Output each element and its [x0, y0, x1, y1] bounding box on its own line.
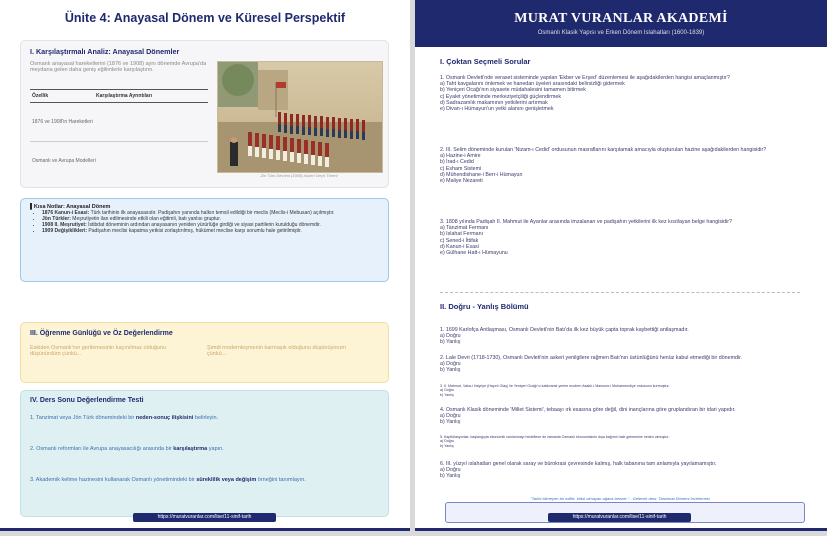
page-bottom-bar — [415, 528, 827, 531]
answer-option[interactable]: b) Yanlış — [440, 419, 461, 426]
answer-option[interactable]: e) Gülhane Hatt-ı Hümayunu — [440, 250, 508, 257]
image-caption: Zin Türk Devrimi (1908) Askeri Geçit Töreni — [260, 173, 338, 178]
test-question: 2. Osmanlı reformları ile Avrupa anayasacılığı arasında bir karşılaştırma yapın. — [30, 446, 224, 452]
answer-option[interactable]: a) Hazine-i Amire — [440, 153, 481, 160]
academy-subtitle: Osmanlı Klasik Yapısı ve Erken Dönem Islahatları (1600-1839) — [537, 30, 705, 36]
section-heading: IV. Ders Sonu Değerlendirme Testi — [30, 397, 144, 404]
section-heading: III. Öğrenme Günlüğü ve Öz Değerlendirme — [30, 330, 173, 337]
tf-question — [440, 327, 810, 346]
footer-url-link[interactable]: https://muratvuranlar.com/lise/11-sinif-tarih — [133, 513, 276, 522]
section-heading: I. Karşılaştırmalı Analiz: Anayasal Dönemler — [30, 47, 180, 56]
test-question: 1. Tanzimat veya Jön Türk dönemindeki bir neden-sonuç ilişkisini belirleyin. — [30, 415, 219, 421]
question-text: 1. Osmanlı Devleti'nde veraset sisteminde yapılan 'Ekber ve Erşed' düzenlemesi ile aşağıdakilerden hangisi amaçlanmıştır? — [440, 75, 730, 81]
question-text: 3. 1808 yılında Padişah II. Mahmut ile Ayanlar arasında imzalanan ve padişahın yetkilerini ilk kez kısıtlayan belge hangisidir? — [440, 219, 732, 225]
end-of-lesson-test-section — [20, 390, 389, 517]
answer-option[interactable]: b) Yanlış — [440, 473, 461, 480]
worksheet-page-left — [0, 0, 410, 531]
mcq-question — [440, 219, 800, 256]
notes-heading: ▌Kısa Notlar: Anayasal Dönem — [30, 204, 111, 210]
table-row — [30, 103, 208, 142]
question-text: 2. Lale Devri (1718-1730), Osmanlı Devleti'nin askeri yenilgilere rağmen Batı'nın üstünlüğünü henüz kabul etmediği bir dönemdir. — [440, 355, 743, 361]
answer-option[interactable]: b) Yanlış — [440, 392, 454, 397]
answer-option[interactable]: a) Tanzimat Fermanı — [440, 225, 489, 232]
table-header — [30, 89, 208, 103]
table-row — [30, 142, 208, 180]
list-item: • 1908 II. Meşrutiyet: İstibdat döneminin ardından anayasanın yeniden yürürlüğe girdiği ve siyasi partilerin kurulduğu dönemdir. — [42, 222, 387, 228]
answer-option[interactable]: a) Doğru — [440, 361, 461, 368]
true-false-heading: II. Doğru - Yanlış Bölümü — [440, 302, 529, 311]
answer-option[interactable]: b) Yanlış — [440, 367, 461, 374]
answer-option[interactable]: a) Doğru — [440, 413, 461, 420]
tf-question — [440, 407, 810, 426]
answer-option[interactable]: d) Kanun-i Esasi — [440, 243, 479, 250]
answer-option[interactable]: c) Eyalet yönetiminde merkeziyetçiliği güçlendirmek — [440, 93, 561, 100]
question-text: 5. Kapitülasyonlar, başlangıçta ekonomik canlanmayı hedeflese de zamanla Osmanlı ekonomisinin dışa bağımlı hale gelmesine neden olmuştur. — [440, 435, 670, 439]
footer-url-link[interactable]: https://muratvuranlar.com/lise/11-sinif-tarih — [548, 513, 691, 522]
parade-painting-image — [217, 61, 383, 173]
multiple-choice-heading: I. Çoktan Seçmeli Sorular — [440, 57, 531, 66]
tf-question — [440, 435, 810, 448]
answer-option[interactable]: d) Sadrazamlık makamının yetkilerini artırmak — [440, 99, 548, 106]
tf-question — [440, 384, 810, 397]
answer-option[interactable]: a) Doğru — [440, 467, 461, 474]
answer-option[interactable]: c) Esham Sistemi — [440, 165, 482, 172]
test-question: 3. Akademik kelime hazinesini kullanarak Osmanlı yönetimindeki bir süreklilik veya değişim örneğini tanımlayın. — [30, 477, 306, 483]
answer-option[interactable]: b) Yanlış — [440, 339, 461, 346]
answer-option[interactable]: a) Taht kavgalarını önlemek ve hanedan üyeleri arasındaki belirsizliği gidermek — [440, 81, 625, 88]
answer-option[interactable]: d) Mühendishane-i Berr-i Hümayun — [440, 171, 523, 178]
question-text: 1. 1699 Karlofça Antlaşması, Osmanlı Devleti'nin Batı'da ilk kez büyük çapta toprak kaybettiği antlaşmadır. — [440, 327, 689, 333]
comparative-analysis-section — [20, 40, 389, 188]
list-item: • 1909 Değişiklikleri: Padişahın meclisi kapatma yetkisi zorlaştırılmış, hükümet meclise karşı sorumlu hale getirilmiştir. — [42, 228, 387, 234]
notes-heading-text: Kısa Notlar: Anayasal Dönem — [33, 204, 111, 210]
section-divider — [440, 292, 800, 293]
academy-header — [415, 0, 827, 47]
section-intro: Osmanlı anayasal hareketlerini (1876 ve 1908) aynı dönemde Avrupa'da meydana gelen daha geniş eğilimlerle karşılaştırın. — [30, 61, 207, 74]
header-cell: Özellik — [32, 93, 49, 99]
answer-option[interactable]: b) İrad-ı Cedid — [440, 159, 474, 166]
mcq-question — [440, 75, 800, 112]
comparison-table — [30, 89, 208, 180]
worksheet-page-right — [415, 0, 827, 531]
tf-question — [440, 355, 810, 374]
mcq-question — [440, 147, 800, 184]
table-cell: 1876 ve 1908'in Hareketleri — [32, 119, 93, 125]
short-notes-box — [20, 198, 389, 282]
journal-prompt-before[interactable]: Eskiden Osmanlı'nın gerilemesinin kaçınılmaz olduğunu düşünürdüm çünkü... — [30, 345, 167, 358]
question-text: 3. II. Mahmut, Vaka-i Hayriye (Hayırlı Olay) ile Yeniçeri Ocağı'nı kaldırarak yerine modern Asakir-i Mansure-i Muhammediye ordusunu kurmuştur. — [440, 384, 670, 388]
question-text: 2. III. Selim döneminde kurulan 'Nizam-ı Cedid' ordusunun masraflarını karşılamak amacıyla oluşturulan hazine aşağıdakilerden hangisidir? — [440, 147, 767, 153]
question-text: 4. Osmanlı Klasik döneminde 'Millet Sistemi', tebaayı ırk esasına göre değil, dini inançlarına göre gruplandıran bir idari yapıdır. — [440, 407, 736, 413]
question-text: 6. III. yüzyıl ıslahatları genel olarak saray ve bürokrasi çevresinde kalmış, halk tabanına tam anlamıyla yayılamamıştır. — [440, 461, 717, 467]
answer-option[interactable]: b) Yeniçeri Ocağı'nın siyasete müdahalesini tamamen bitirmek — [440, 87, 586, 94]
list-item: • Jön Türkler: Meşrutiyetin ilan edilmesinde etkili olan eğitimli, batı yanlısı gruptur. — [42, 216, 387, 222]
answer-option[interactable]: e) Maliye Nezareti — [440, 178, 483, 185]
answer-option[interactable]: b) Islahat Fermanı — [440, 231, 483, 238]
answer-option[interactable]: e) Divan-ı Hümayun'un yetki alanını genişletmek — [440, 106, 554, 113]
unit-title: Ünite 4: Anayasal Dönem ve Küresel Perspektif — [64, 11, 346, 25]
page-bottom-bar — [0, 528, 410, 531]
tf-question — [440, 461, 810, 480]
journal-prompt-now[interactable]: Şimdi modernleşmenin karmaşık olduğunu düşünüyorum çünkü... — [207, 345, 346, 358]
answer-option[interactable]: b) Yanlış — [440, 443, 454, 448]
answer-option[interactable]: a) Doğru — [440, 333, 461, 340]
table-cell: Osmanlı ve Avrupa Modelleri — [32, 158, 96, 164]
notes-list — [34, 210, 387, 234]
answer-option[interactable]: a) Doğru — [440, 439, 454, 444]
academy-title: MURAT VURANLAR AKADEMİ — [514, 11, 728, 26]
learning-journal-section — [20, 322, 389, 383]
header-cell: Karşılaştırma Ayrıntıları — [96, 93, 153, 99]
list-item: • 1876 Kanun-i Esasi: Türk tarihinin ilk anayasasıdır. Padişahın yanında halkın temsil edildiği bir meclis (Meclis-i Mebusan) açılmıştır. — [42, 210, 387, 216]
answer-option[interactable]: a) Doğru — [440, 388, 454, 393]
closing-quote: "Tarihi bilmeyen bir millet, kökü olmayan ağaca benzer." - Gelecek ders: Tanzimat Dönemi İncelemesi — [530, 496, 710, 501]
answer-option[interactable]: c) Sened-i İttifak — [440, 237, 479, 244]
